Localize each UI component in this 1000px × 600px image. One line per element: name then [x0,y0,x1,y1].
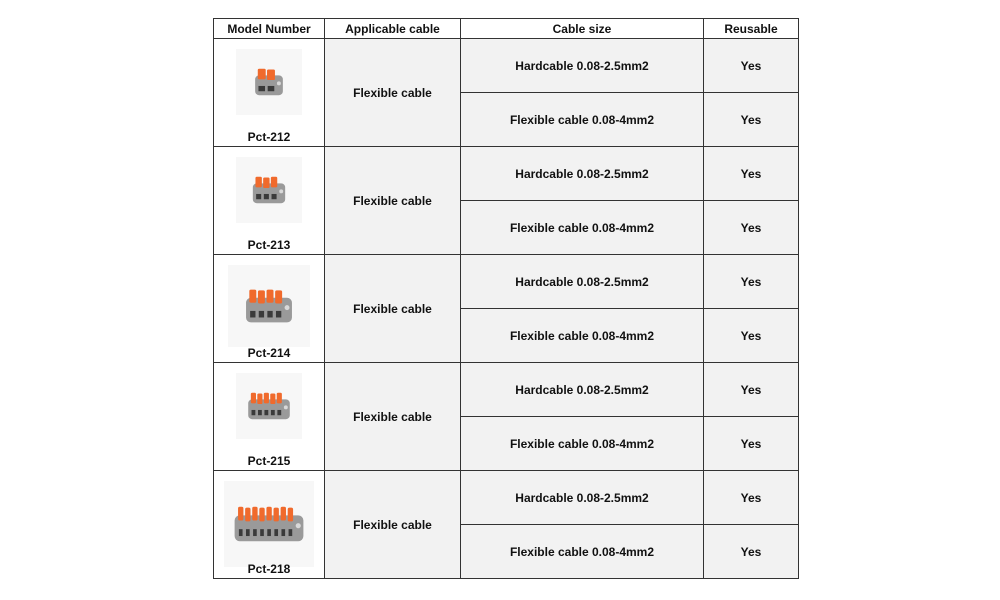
header-applicable-cable: Applicable cable [325,19,461,39]
cable-size-cell: Flexible cable 0.08-4mm2 [461,201,704,255]
reusable-cell: Yes [704,147,799,201]
table-row [214,363,799,417]
reusable-cell: Yes [704,471,799,525]
model-cell [214,147,325,255]
model-cell [214,39,325,147]
connector-image [236,373,302,439]
cable-size-cell: Hardcable 0.08-2.5mm2 [461,363,704,417]
table-row [214,147,799,201]
connector-image [236,49,302,115]
cable-size-cell: Hardcable 0.08-2.5mm2 [461,471,704,525]
reusable-cell: Yes [704,417,799,471]
header-model-number: Model Number [214,19,325,39]
model-cell [214,471,325,579]
reusable-cell: Yes [704,39,799,93]
model-number: Pct-218 [247,562,291,576]
cable-size-cell: Hardcable 0.08-2.5mm2 [461,255,704,309]
applicable-cable-cell: Flexible cable [325,363,461,471]
spec-table [213,18,799,579]
product-image [236,373,302,439]
cable-size-cell: Flexible cable 0.08-4mm2 [461,417,704,471]
header-row [214,19,799,39]
connector-image [236,157,302,223]
connector-image [228,265,310,347]
model-cell [214,363,325,471]
applicable-cable-cell: Flexible cable [325,471,461,579]
product-image [228,265,310,347]
connector-image [224,481,314,567]
cable-size-cell: Flexible cable 0.08-4mm2 [461,309,704,363]
product-image [236,157,302,223]
cable-size-cell: Hardcable 0.08-2.5mm2 [461,39,704,93]
model-cell [214,255,325,363]
model-number: Pct-215 [247,454,291,468]
model-number: Pct-213 [247,238,291,252]
applicable-cable-cell: Flexible cable [325,255,461,363]
applicable-cable-cell: Flexible cable [325,147,461,255]
reusable-cell: Yes [704,525,799,579]
model-number: Pct-212 [247,130,291,144]
product-image [224,481,314,567]
reusable-cell: Yes [704,363,799,417]
header-cable-size: Cable size [461,19,704,39]
cable-size-cell: Flexible cable 0.08-4mm2 [461,525,704,579]
cable-size-cell: Hardcable 0.08-2.5mm2 [461,147,704,201]
reusable-cell: Yes [704,201,799,255]
table-row [214,39,799,93]
reusable-cell: Yes [704,309,799,363]
model-number: Pct-214 [247,346,291,360]
table-row [214,255,799,309]
product-image [236,49,302,115]
cable-size-cell: Flexible cable 0.08-4mm2 [461,93,704,147]
applicable-cable-cell: Flexible cable [325,39,461,147]
reusable-cell: Yes [704,93,799,147]
header-reusable: Reusable [704,19,799,39]
reusable-cell: Yes [704,255,799,309]
table-row [214,471,799,525]
